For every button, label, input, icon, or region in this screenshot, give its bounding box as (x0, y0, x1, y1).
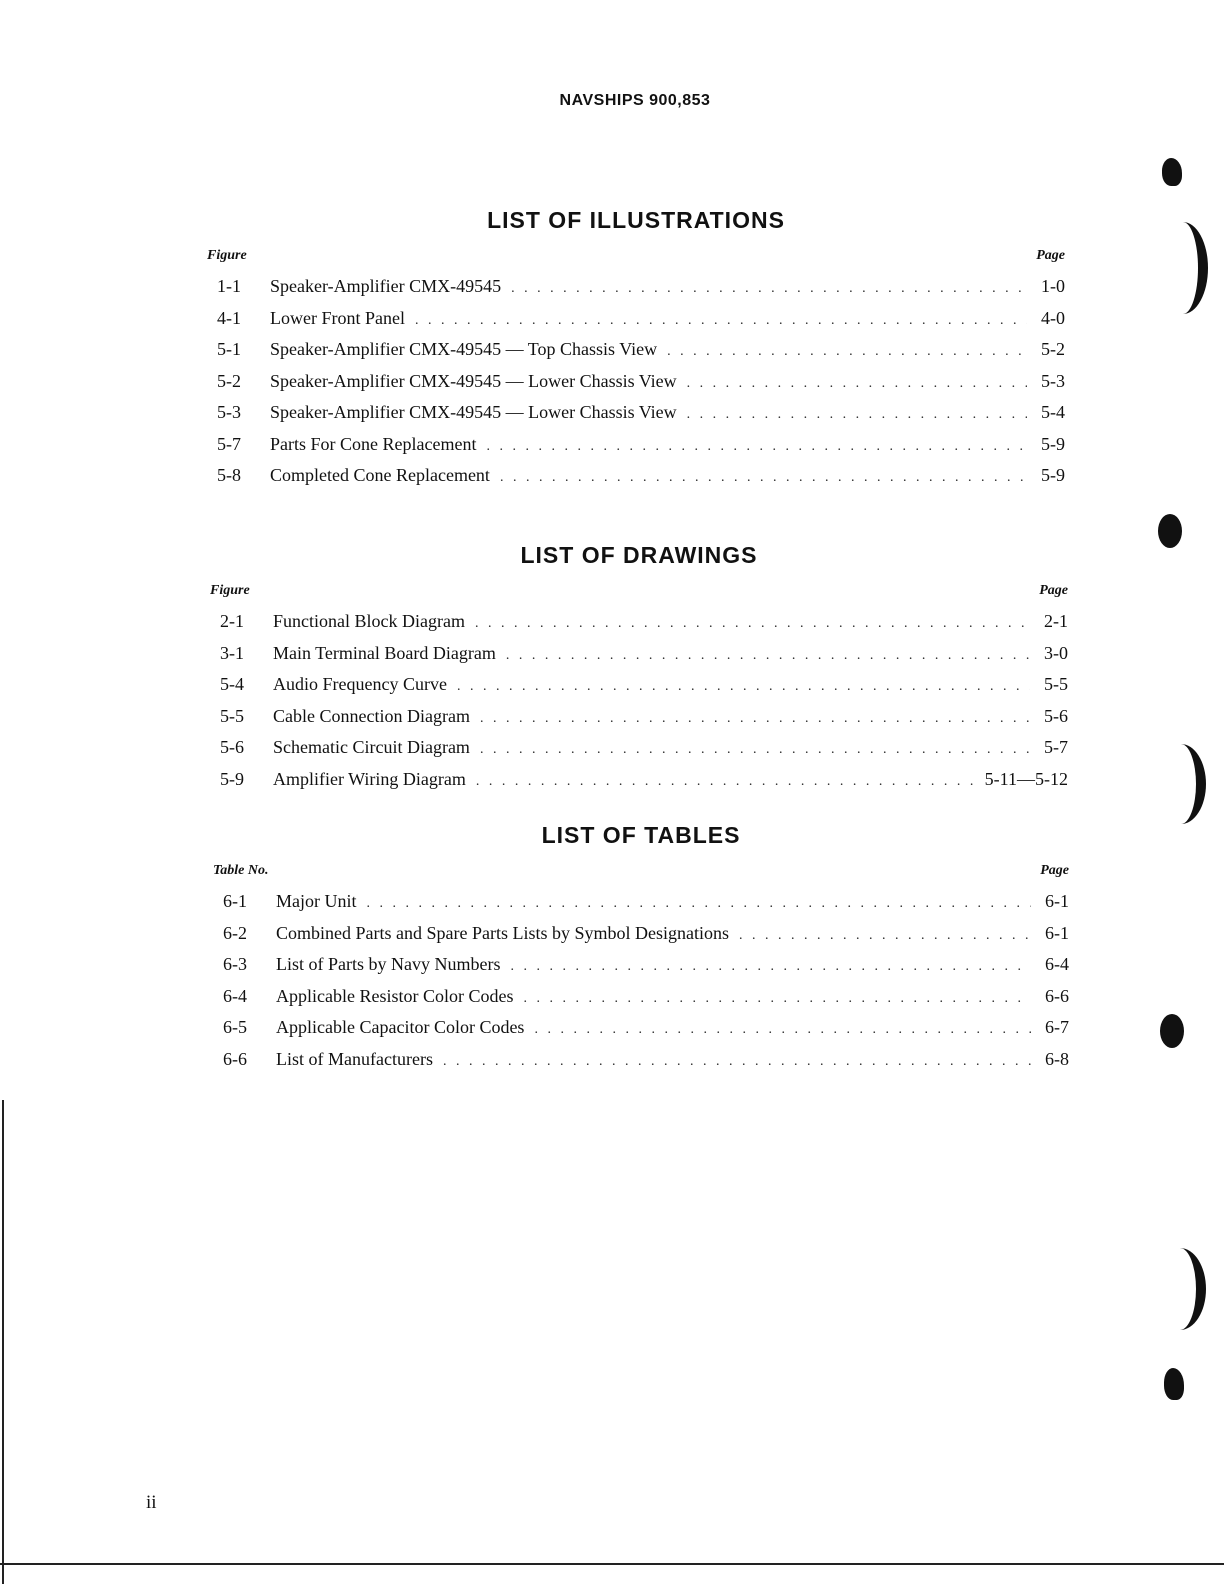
entry-page: 2-1 (1044, 611, 1068, 631)
illustrations-list (207, 276, 1065, 497)
document-id: NAVSHIPS 900,853 (559, 92, 711, 109)
leader-dots (367, 896, 1032, 912)
section-title: LIST OF TABLES (541, 822, 741, 848)
toc-row[interactable] (207, 339, 1065, 371)
entry-page: 6-1 (1045, 922, 1069, 943)
entry-title: Major Unit (276, 891, 357, 911)
page-edge-bottom (0, 1563, 1224, 1565)
entry-page: 5-11—5-12 (984, 768, 1068, 789)
leader-dots (500, 470, 1027, 486)
entry-title: Schematic Circuit Diagram (273, 737, 470, 757)
toc-row[interactable] (207, 371, 1065, 403)
toc-row[interactable] (210, 674, 1068, 706)
entry-title: Applicable Resistor Color Codes (276, 985, 514, 1006)
entry-number: 6-6 (223, 1048, 247, 1069)
punch-hole-mark (1158, 514, 1182, 548)
punch-hole-mark (1162, 158, 1182, 186)
entry-number: 6-5 (223, 1017, 247, 1037)
leader-dots (667, 344, 1027, 360)
leader-dots (480, 742, 1030, 758)
entry-page: 6-8 (1045, 1048, 1069, 1069)
col-header-page: Page (1036, 248, 1065, 263)
entry-title: Speaker-Amplifier CMX-49545 (270, 276, 502, 296)
toc-row[interactable] (213, 986, 1069, 1018)
entry-number: 2-1 (220, 611, 244, 631)
leader-dots (510, 959, 1031, 975)
entry-number: 6-3 (223, 954, 247, 974)
entry-page: 1-0 (1041, 276, 1065, 296)
section-title: LIST OF ILLUSTRATIONS (487, 207, 785, 233)
tables-list (213, 891, 1069, 1080)
entry-page: 5-6 (1044, 705, 1068, 726)
col-header-figure: Figure (207, 248, 247, 263)
toc-row[interactable] (207, 434, 1065, 466)
entry-page: 5-2 (1041, 339, 1065, 359)
entry-number: 5-8 (217, 465, 241, 485)
entry-page: 5-5 (1044, 674, 1068, 694)
entry-page: 6-6 (1045, 985, 1069, 1006)
toc-row[interactable] (207, 308, 1065, 340)
entry-number: 5-2 (217, 370, 241, 391)
toc-row[interactable] (207, 465, 1065, 497)
col-header-page: Page (1040, 863, 1069, 878)
entry-title: List of Parts by Navy Numbers (276, 954, 501, 974)
entry-title: List of Manufacturers (276, 1048, 433, 1069)
leader-dots (534, 1022, 1031, 1038)
column-headers (207, 248, 1065, 264)
leader-dots (480, 711, 1030, 727)
entry-number: 5-7 (217, 433, 241, 454)
column-headers (213, 863, 1069, 879)
toc-row[interactable] (213, 1049, 1069, 1081)
leader-dots (739, 928, 1031, 944)
toc-row[interactable] (213, 954, 1069, 986)
entry-page: 5-3 (1041, 370, 1065, 391)
col-header-page: Page (1039, 583, 1068, 598)
leader-dots (475, 616, 1030, 632)
leader-dots (486, 439, 1027, 455)
drawings-list (210, 611, 1068, 800)
toc-row[interactable] (207, 276, 1065, 308)
toc-row[interactable] (207, 402, 1065, 434)
entry-page: 5-9 (1041, 465, 1065, 485)
entry-number: 4-1 (217, 307, 241, 328)
entry-title: Speaker-Amplifier CMX-49545 — Lower Chassis View (270, 370, 677, 391)
entry-title: Audio Frequency Curve (273, 674, 447, 694)
section-title: LIST OF DRAWINGS (520, 542, 758, 568)
entry-number: 5-1 (217, 339, 241, 359)
entry-title: Functional Block Diagram (273, 611, 465, 631)
entry-title: Lower Front Panel (270, 307, 405, 328)
toc-row[interactable] (213, 1017, 1069, 1049)
entry-number: 5-5 (220, 705, 244, 726)
column-headers (210, 583, 1068, 599)
entry-page: 5-9 (1041, 433, 1065, 454)
entry-title: Cable Connection Diagram (273, 705, 470, 726)
toc-row[interactable] (210, 706, 1068, 738)
entry-number: 5-4 (220, 674, 244, 694)
leader-dots (415, 313, 1027, 329)
entry-number: 5-6 (220, 737, 244, 757)
leader-dots (457, 679, 1030, 695)
punch-hole-mark (1156, 744, 1206, 824)
entry-page: 6-7 (1045, 1017, 1069, 1037)
entry-number: 6-4 (223, 985, 247, 1006)
punch-hole-mark (1158, 222, 1208, 314)
col-header-table-no: Table No. (213, 863, 269, 878)
toc-row[interactable] (213, 891, 1069, 923)
toc-row[interactable] (210, 643, 1068, 675)
entry-title: Speaker-Amplifier CMX-49545 — Top Chassis View (270, 339, 658, 359)
drawings-section (210, 542, 1068, 800)
entry-title: Applicable Capacitor Color Codes (276, 1017, 525, 1037)
page-edge-left (2, 1100, 4, 1584)
tables-section (213, 822, 1069, 1080)
entry-page: 6-1 (1045, 891, 1069, 911)
entry-page: 5-4 (1041, 402, 1065, 422)
entry-number: 6-2 (223, 922, 247, 943)
toc-row[interactable] (210, 611, 1068, 643)
entry-title: Combined Parts and Spare Parts Lists by Symbol Designations (276, 922, 729, 943)
illustrations-section (207, 207, 1065, 497)
entry-title: Speaker-Amplifier CMX-49545 — Lower Chassis View (270, 402, 677, 422)
entry-title: Parts For Cone Replacement (270, 433, 477, 454)
entry-title: Main Terminal Board Diagram (273, 642, 496, 663)
entry-number: 3-1 (220, 642, 244, 663)
entry-number: 5-3 (217, 402, 241, 422)
entry-number: 6-1 (223, 891, 247, 911)
punch-hole-mark (1154, 1248, 1206, 1330)
punch-hole-mark (1160, 1014, 1184, 1048)
entry-page: 6-4 (1045, 954, 1069, 974)
punch-hole-mark (1164, 1368, 1184, 1400)
entry-title: Amplifier Wiring Diagram (273, 768, 466, 789)
leader-dots (687, 376, 1027, 392)
toc-row[interactable] (213, 923, 1069, 955)
entry-number: 5-9 (220, 768, 244, 789)
leader-dots (523, 991, 1031, 1007)
toc-row[interactable] (210, 737, 1068, 769)
entry-page: 4-0 (1041, 307, 1065, 328)
col-header-figure: Figure (210, 583, 250, 598)
toc-row[interactable] (210, 769, 1068, 801)
leader-dots (506, 648, 1030, 664)
leader-dots (511, 281, 1027, 297)
page-number: ii (146, 1492, 157, 1513)
entry-number: 1-1 (217, 276, 241, 296)
leader-dots (687, 407, 1027, 423)
entry-page: 5-7 (1044, 737, 1068, 757)
leader-dots (443, 1054, 1031, 1070)
entry-page: 3-0 (1044, 642, 1068, 663)
entry-title: Completed Cone Replacement (270, 465, 490, 485)
leader-dots (476, 774, 975, 790)
